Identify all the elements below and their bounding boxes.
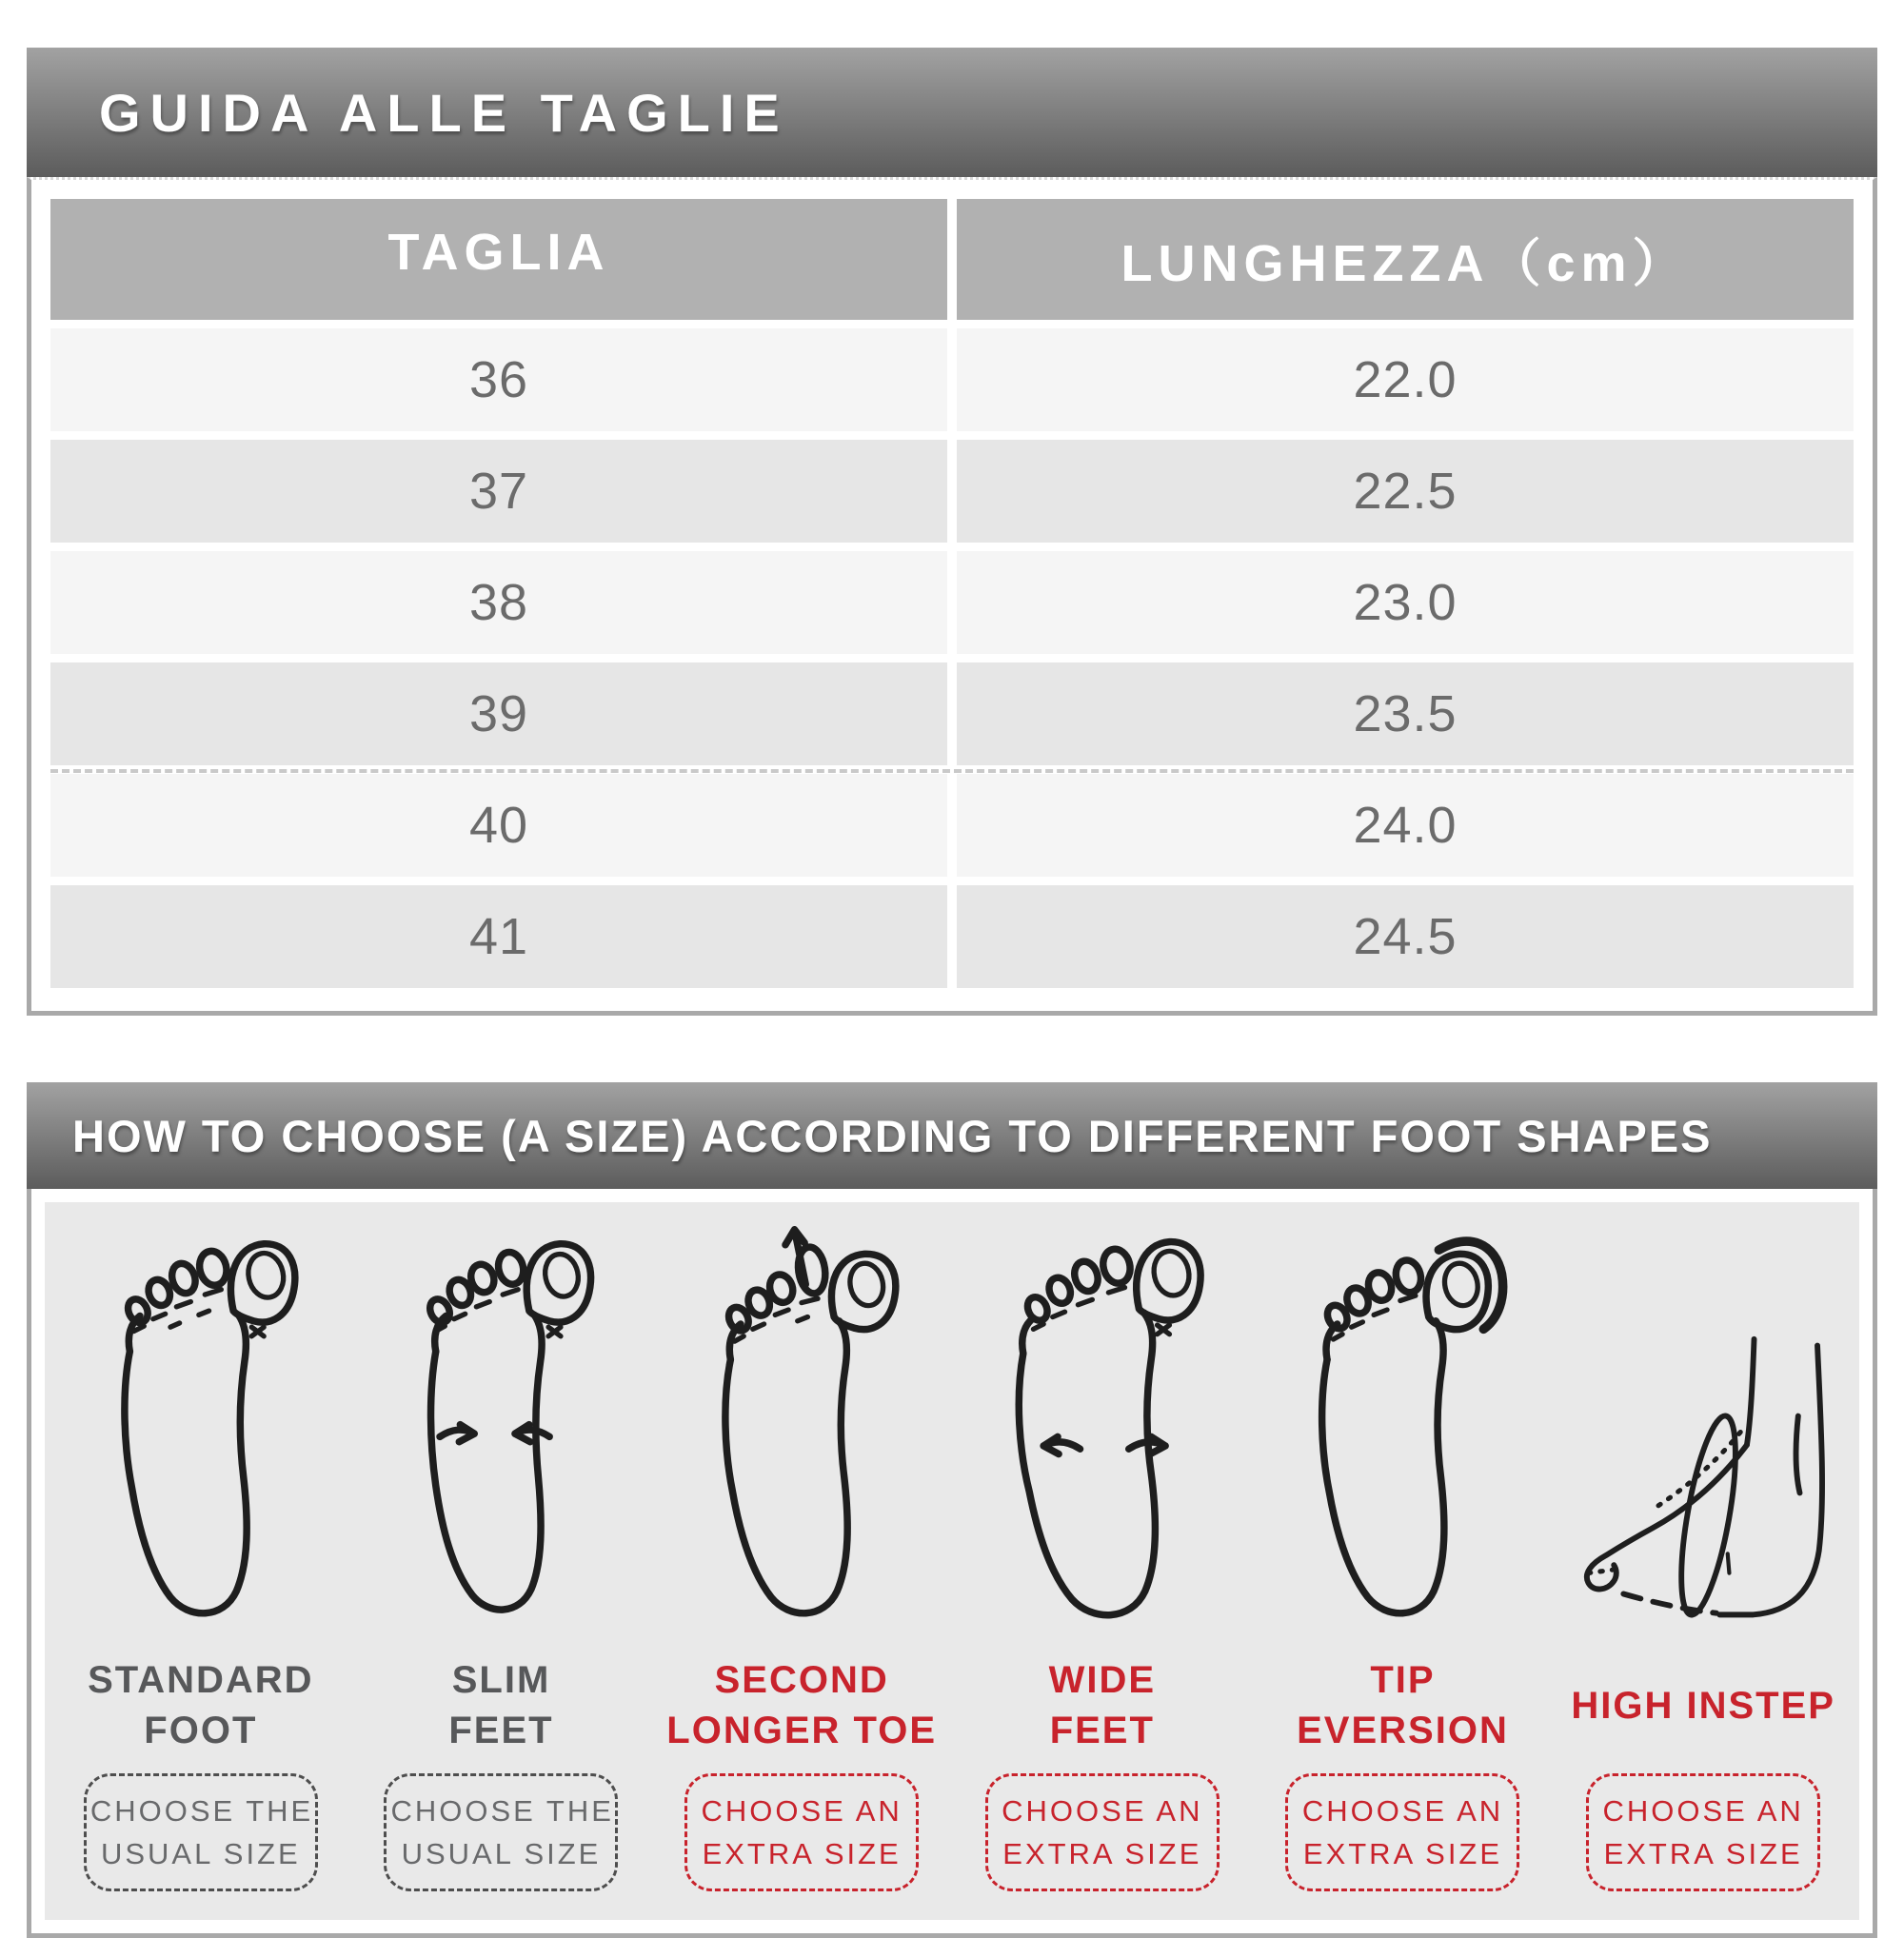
tip-eversion-icon bbox=[1280, 1217, 1524, 1644]
foot-shape-label: SLIM FEET bbox=[448, 1659, 554, 1751]
size-table-container bbox=[27, 177, 1877, 1016]
table-row bbox=[50, 774, 1854, 877]
length-cell: 23.5 bbox=[957, 662, 1854, 765]
size-advice-box: CHOOSE AN EXTRA SIZE bbox=[684, 1773, 919, 1891]
table-row bbox=[50, 440, 1854, 543]
size-cell: 41 bbox=[50, 885, 947, 988]
foot-shapes-header-band bbox=[27, 1082, 1877, 1189]
size-advice-box: CHOOSE THE USUAL SIZE bbox=[84, 1773, 318, 1891]
foot-shape-label: WIDE FEET bbox=[1048, 1659, 1157, 1751]
foot-shape-high-instep bbox=[1553, 1217, 1854, 1891]
foot-shape-tip-eversion bbox=[1253, 1217, 1554, 1891]
foot-shapes-surface bbox=[45, 1202, 1859, 1920]
foot-shape-second-longer-toe bbox=[651, 1217, 952, 1891]
size-cell: 39 bbox=[50, 662, 947, 765]
size-cell: 36 bbox=[50, 328, 947, 431]
size-cell: 40 bbox=[50, 774, 947, 877]
length-cell: 24.5 bbox=[957, 885, 1854, 988]
length-cell: 22.5 bbox=[957, 440, 1854, 543]
table-row bbox=[50, 885, 1854, 988]
foot-shape-label: HIGH INSTEP bbox=[1571, 1684, 1835, 1727]
foot-shape-label: SECOND LONGER TOE bbox=[666, 1659, 938, 1751]
size-table-header-row bbox=[50, 199, 1854, 320]
size-guide-title: GUIDA ALLE TAGLIE bbox=[99, 82, 789, 143]
table-row bbox=[50, 662, 1854, 765]
size-advice-box: CHOOSE AN EXTRA SIZE bbox=[1285, 1773, 1519, 1891]
foot-shapes-grid bbox=[50, 1217, 1854, 1891]
length-cell: 23.0 bbox=[957, 551, 1854, 654]
length-cell: 22.0 bbox=[957, 328, 1854, 431]
second-longer-toe-icon bbox=[680, 1217, 923, 1644]
size-table bbox=[31, 180, 1873, 1011]
foot-shape-label: TIP EVERSION bbox=[1297, 1659, 1509, 1751]
foot-shapes-container bbox=[27, 1189, 1877, 1938]
table-row bbox=[50, 551, 1854, 654]
foot-shapes-panel bbox=[27, 1082, 1877, 1938]
slim-feet-icon bbox=[379, 1217, 623, 1644]
foot-shape-slim bbox=[351, 1217, 652, 1891]
column-header-taglia: TAGLIA bbox=[50, 199, 947, 320]
column-header-lunghezza: LUNGHEZZA（cm） bbox=[957, 199, 1854, 320]
high-instep-icon bbox=[1559, 1323, 1848, 1644]
foot-shape-standard bbox=[50, 1217, 351, 1891]
size-advice-box: CHOOSE THE USUAL SIZE bbox=[384, 1773, 618, 1891]
standard-foot-icon bbox=[79, 1217, 323, 1644]
foot-shape-wide bbox=[952, 1217, 1253, 1891]
size-advice-box: CHOOSE AN EXTRA SIZE bbox=[985, 1773, 1220, 1891]
size-guide-panel bbox=[27, 48, 1877, 1016]
size-cell: 37 bbox=[50, 440, 947, 543]
size-guide-header-band bbox=[27, 48, 1877, 177]
size-advice-box: CHOOSE AN EXTRA SIZE bbox=[1586, 1773, 1820, 1891]
length-cell: 24.0 bbox=[957, 774, 1854, 877]
size-cell: 38 bbox=[50, 551, 947, 654]
foot-shapes-title: HOW TO CHOOSE (A SIZE) ACCORDING TO DIFFERENT FOOT SHAPES bbox=[72, 1110, 1713, 1161]
wide-feet-icon bbox=[981, 1217, 1224, 1644]
foot-shape-label: STANDARD FOOT bbox=[88, 1659, 314, 1751]
table-row bbox=[50, 328, 1854, 431]
